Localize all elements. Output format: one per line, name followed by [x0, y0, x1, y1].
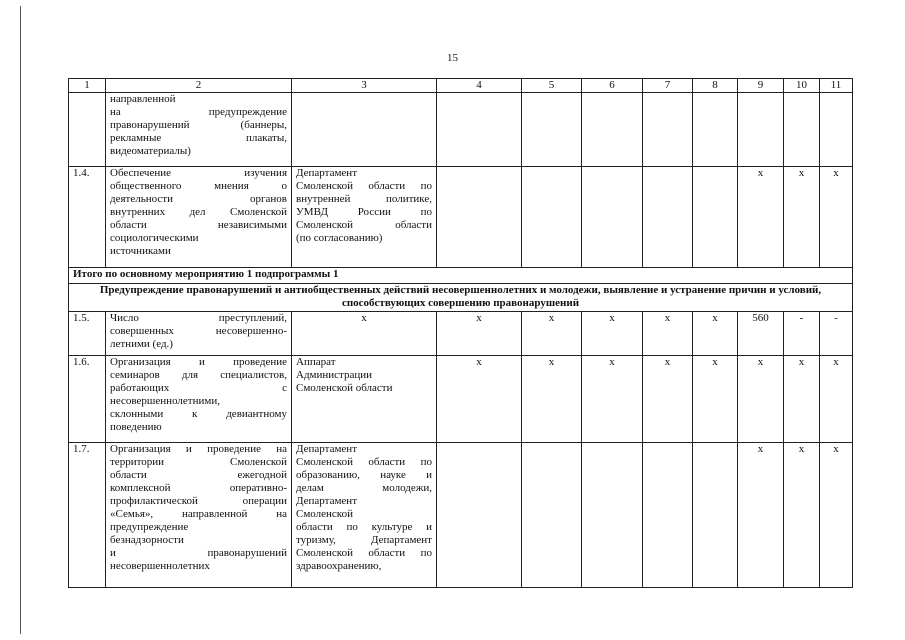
text-line: области по культуре и	[296, 521, 432, 533]
text-line: (по согласованию)	[296, 232, 383, 244]
column-number: 9	[738, 79, 784, 93]
text-line: совершенных несовершенно-	[110, 325, 287, 337]
text-line: несовершеннолетних	[110, 560, 210, 572]
text-line: источниками	[110, 245, 171, 257]
text-line: территории Смоленской	[110, 456, 287, 468]
text-line: Смоленской области по	[296, 456, 432, 468]
text-line: Организация и проведение на	[110, 443, 287, 455]
program-table	[68, 78, 853, 588]
value-cell: x	[522, 312, 582, 356]
text-line: УМВД России по	[296, 206, 432, 218]
value-cell: x	[738, 167, 784, 268]
text-line: направленной	[110, 93, 176, 105]
text-line: Администрации	[296, 369, 373, 381]
text-line: на предупреждение	[110, 106, 287, 118]
text-line: туризму, Департамент	[296, 534, 432, 546]
executor-cell	[292, 167, 437, 268]
text-line: летними (ед.)	[110, 338, 173, 350]
row-number: 1.5.	[69, 312, 106, 356]
text-line: «Семья», направленной на	[110, 508, 287, 520]
executor-cell	[292, 356, 437, 443]
column-number: 11	[820, 79, 853, 93]
text-line: Аппарат	[296, 356, 336, 368]
value-cell: x	[738, 443, 784, 588]
activity-description	[106, 167, 292, 268]
value-cell: x	[437, 312, 522, 356]
value-cell: -	[784, 312, 820, 356]
total-row-label: Итого по основному мероприятию 1 подпрограммы 1	[69, 268, 853, 284]
table-row-continuation	[69, 93, 853, 167]
value-cell: x	[292, 312, 437, 356]
value-cell: 560	[738, 312, 784, 356]
table-row-1-5	[69, 312, 853, 356]
value-cell: x	[784, 443, 820, 588]
text-line: делам молодежи,	[296, 482, 432, 494]
page-number: 15	[447, 52, 458, 64]
text-line: деятельности органов	[110, 193, 287, 205]
activity-description	[106, 443, 292, 588]
executor-cell	[292, 443, 437, 588]
text-line: Смоленской области по	[296, 547, 432, 559]
value-cell: x	[582, 312, 643, 356]
text-line: работающих с	[110, 382, 287, 394]
column-number: 10	[784, 79, 820, 93]
row-number: 1.4.	[69, 167, 106, 268]
text-line: безнадзорности	[110, 534, 184, 546]
text-line: Департамент	[296, 495, 358, 507]
text-line: комплексной оперативно-	[110, 482, 287, 494]
column-number: 7	[643, 79, 693, 93]
text-line: и правонарушений	[110, 547, 287, 559]
section-header: Предупреждение правонарушений и антиобщественных действий несовершеннолетних и молодежи, выявление и устранение причин и условий, способствующих совершению правонарушений	[69, 284, 853, 312]
left-margin-line	[20, 6, 21, 634]
value-cell: x	[522, 356, 582, 443]
text-line: внутренней политике,	[296, 193, 432, 205]
text-line: здравоохранению,	[296, 560, 382, 572]
text-line: предупреждение	[110, 521, 189, 533]
value-cell: x	[643, 356, 693, 443]
column-number: 8	[693, 79, 738, 93]
text-line: внутренних дел Смоленской	[110, 206, 287, 218]
column-number: 1	[69, 79, 106, 93]
text-line: несовершеннолетними,	[110, 395, 220, 407]
column-number: 4	[437, 79, 522, 93]
column-number: 6	[582, 79, 643, 93]
text-line: Департамент	[296, 443, 358, 455]
table-row-1-4	[69, 167, 853, 268]
text-line: Департамент	[296, 167, 358, 179]
text-line: Смоленской области	[296, 219, 432, 231]
activity-description	[106, 93, 292, 167]
text-line: видеоматериалы)	[110, 145, 191, 157]
value-cell: -	[820, 312, 853, 356]
value-cell: x	[820, 167, 853, 268]
value-cell: x	[738, 356, 784, 443]
text-line: образованию, науке и	[296, 469, 432, 481]
table-row-1-7	[69, 443, 853, 588]
value-cell: x	[643, 312, 693, 356]
row-number: 1.6.	[69, 356, 106, 443]
column-number-row	[69, 79, 853, 93]
text-line: Смоленской	[296, 508, 353, 520]
section-header-row	[69, 284, 853, 312]
text-line: области ежегодной	[110, 469, 287, 481]
table-row-1-6	[69, 356, 853, 443]
text-line: области независимыми	[110, 219, 287, 231]
value-cell: x	[437, 356, 522, 443]
column-number: 5	[522, 79, 582, 93]
column-number: 3	[292, 79, 437, 93]
value-cell: x	[784, 356, 820, 443]
activity-description	[106, 356, 292, 443]
text-line: Число преступлений,	[110, 312, 287, 324]
text-line: профилактической операции	[110, 495, 287, 507]
text-line: Обеспечение изучения	[110, 167, 287, 179]
text-line: Смоленской области	[296, 382, 393, 394]
text-line: Организация и проведение	[110, 356, 287, 368]
value-cell: x	[784, 167, 820, 268]
text-line: правонарушений (баннеры,	[110, 119, 287, 131]
text-line: рекламные плакаты,	[110, 132, 287, 144]
column-number: 2	[106, 79, 292, 93]
value-cell: x	[820, 443, 853, 588]
value-cell: x	[693, 356, 738, 443]
value-cell: x	[820, 356, 853, 443]
value-cell: x	[582, 356, 643, 443]
text-line: Смоленской области по	[296, 180, 432, 192]
activity-description	[106, 312, 292, 356]
value-cell: x	[693, 312, 738, 356]
text-line: социологическими	[110, 232, 199, 244]
text-line: семинаров для специалистов,	[110, 369, 287, 381]
total-row	[69, 268, 853, 284]
text-line: склонными к девиантному	[110, 408, 287, 420]
text-line: поведению	[110, 421, 162, 433]
row-number: 1.7.	[69, 443, 106, 588]
text-line: общественного мнения о	[110, 180, 287, 192]
